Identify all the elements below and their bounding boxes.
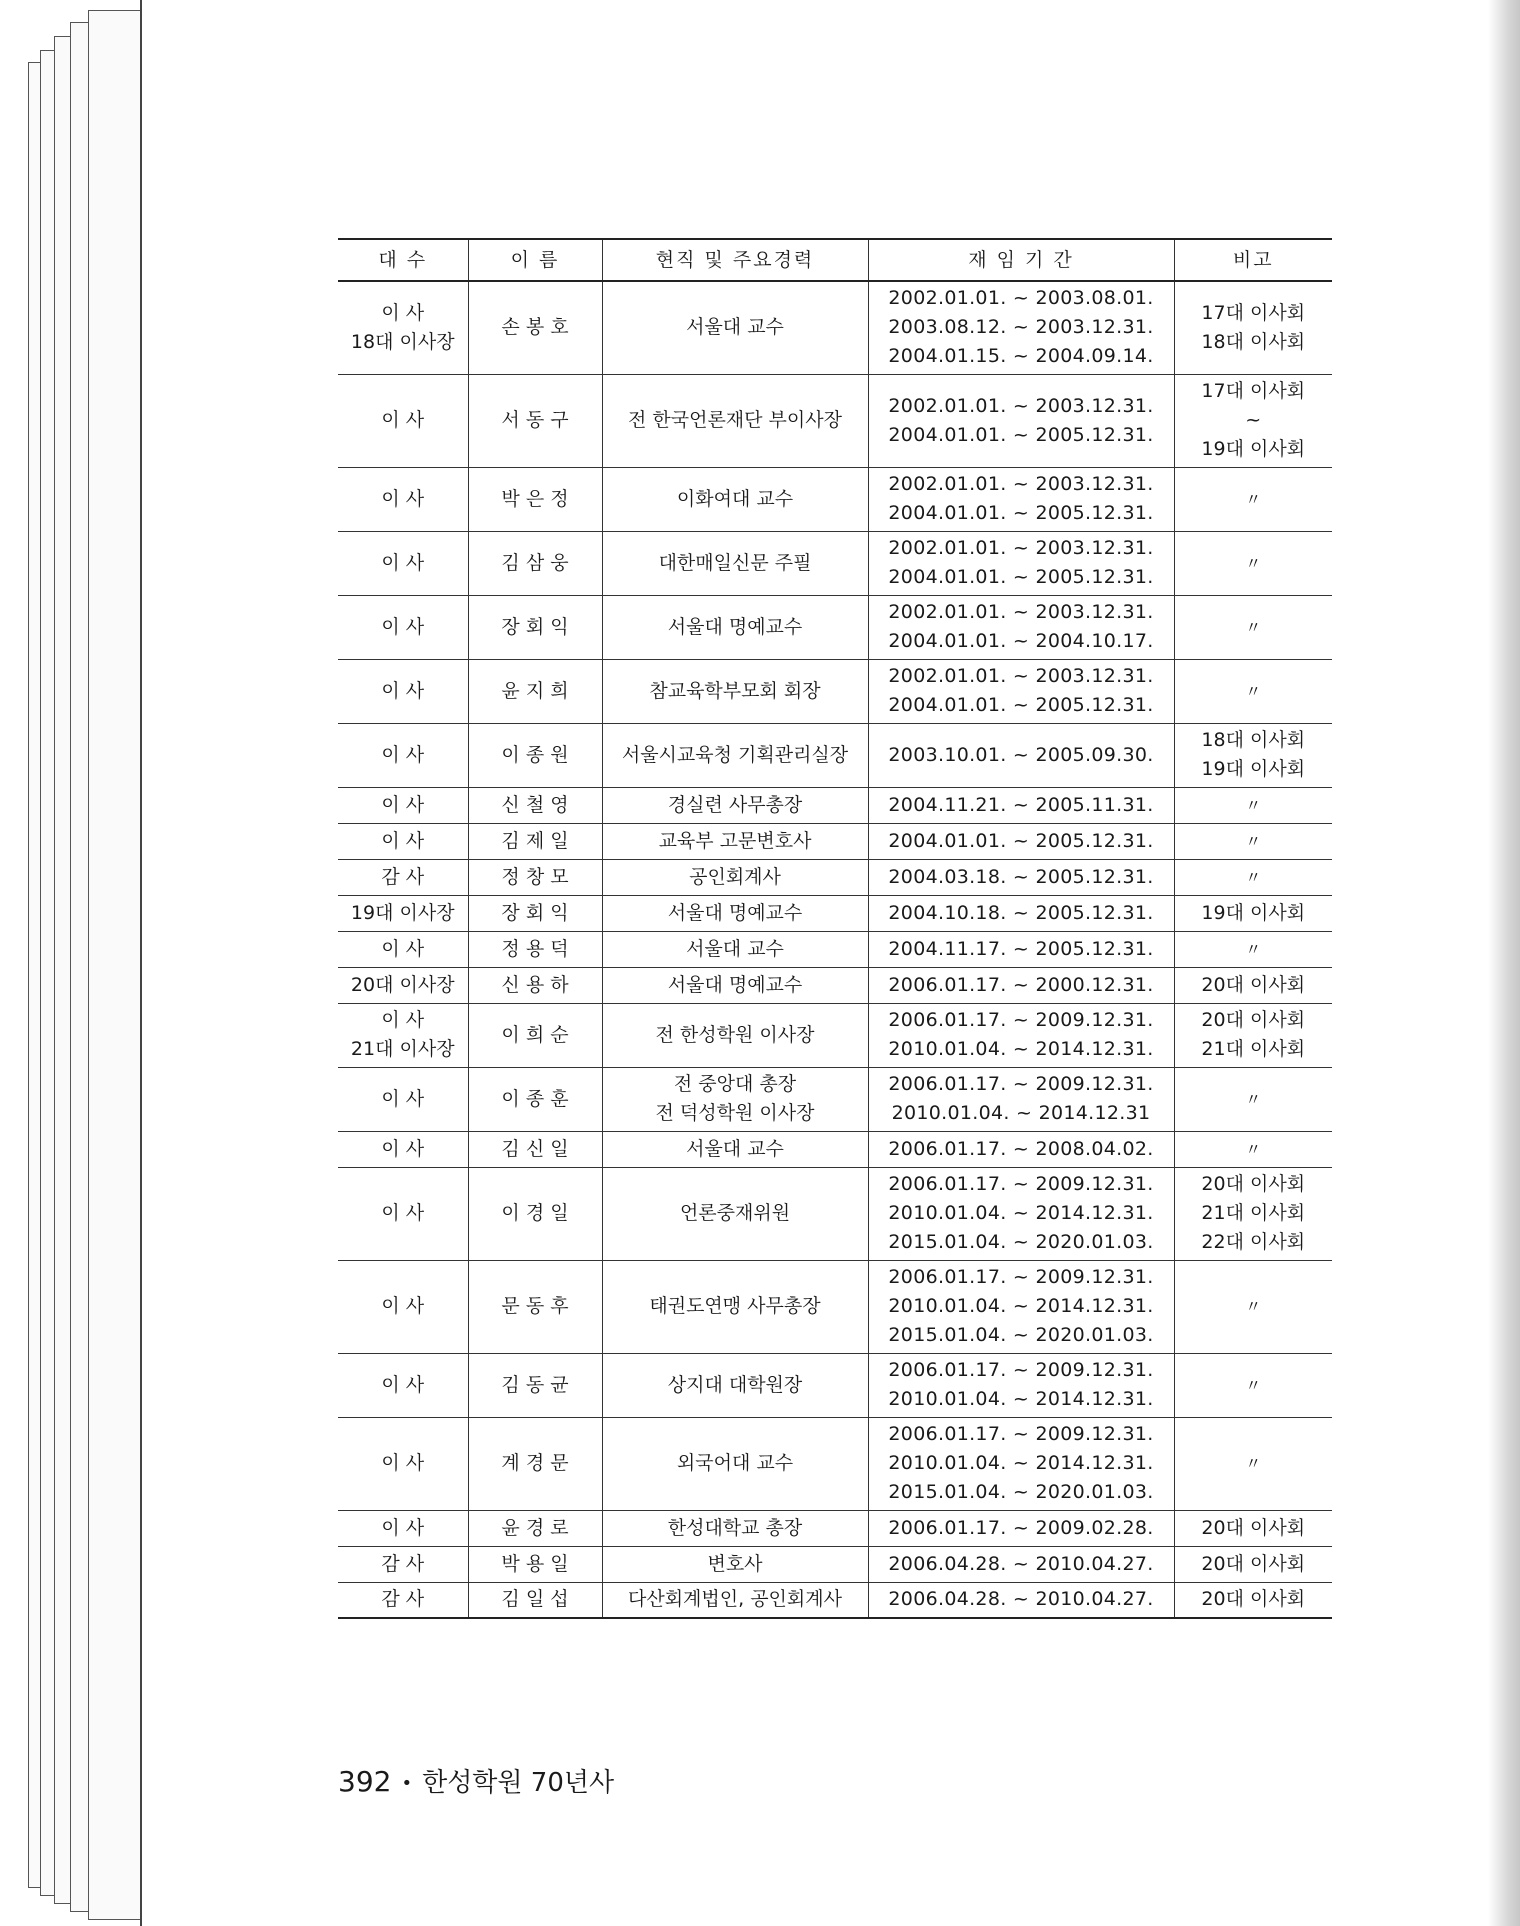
cell-rank-line: 이 사 — [381, 1009, 425, 1031]
cell-rank — [338, 281, 468, 374]
cell-term-line: 2004.01.01. ~ 2005.12.31. — [888, 502, 1154, 524]
page-shadow — [1488, 0, 1520, 1926]
cell-career — [602, 281, 868, 374]
cell-career-line: 참교육학부모회 회장 — [649, 679, 821, 702]
cell-term-line: 2006.01.17. ~ 2008.04.02. — [888, 1137, 1154, 1160]
cell-term — [868, 1131, 1174, 1167]
cell-rank — [338, 467, 468, 531]
cell-term-line: 2015.01.04. ~ 2020.01.03. — [888, 1481, 1154, 1503]
cell-term-line: 2004.11.21. ~ 2005.11.31. — [888, 793, 1154, 816]
cell-name: 장 회 익 — [468, 895, 602, 931]
table-row — [338, 967, 1332, 1003]
cell-term-line: 2010.01.04. ~ 2014.12.31. — [888, 1202, 1154, 1224]
cell-career — [602, 374, 868, 467]
cell-term-line: 2004.10.18. ~ 2005.12.31. — [888, 901, 1154, 924]
cell-rank-line: 이 사 — [381, 937, 425, 960]
cell-rank-line: 이 사 — [381, 1516, 425, 1539]
cell-career — [602, 1582, 868, 1618]
cell-career-line: 변호사 — [707, 1552, 763, 1575]
cell-note-line: 21대 이사회 — [1201, 1202, 1306, 1224]
cell-rank-line: 이 사 — [381, 487, 425, 510]
cell-career-line: 다산회계법인, 공인회계사 — [628, 1588, 842, 1611]
cell-rank — [338, 931, 468, 967]
cell-term-line: 2004.11.17. ~ 2005.12.31. — [888, 937, 1154, 960]
cell-term-line: 2004.01.01. ~ 2005.12.31. — [888, 423, 1154, 446]
cell-rank — [338, 1510, 468, 1546]
cell-term-line: 2003.08.12. ~ 2003.12.31. — [888, 316, 1154, 339]
cell-note — [1174, 659, 1332, 723]
cell-rank-line: 이 사 — [381, 1295, 425, 1317]
cell-note-line: 20대 이사회 — [1201, 1552, 1306, 1575]
cell-career-line: 대한매일신문 주필 — [658, 551, 812, 574]
cell-career-line: 언론중재위원 — [679, 1202, 791, 1224]
cell-term — [868, 967, 1174, 1003]
cell-rank — [338, 595, 468, 659]
cell-term — [868, 859, 1174, 895]
cell-term-line: 2004.01.15. ~ 2004.09.14. — [888, 345, 1154, 368]
cell-note — [1174, 281, 1332, 374]
cell-name: 정 창 모 — [468, 859, 602, 895]
cell-name: 박 은 정 — [468, 467, 602, 531]
cell-term-line: 2006.01.17. ~ 2009.12.31. — [888, 1266, 1154, 1288]
cell-career — [602, 823, 868, 859]
cell-term-line: 2002.01.01. ~ 2003.12.31. — [888, 665, 1154, 687]
cell-note — [1174, 467, 1332, 531]
cell-note — [1174, 595, 1332, 659]
cell-term-line: 2004.01.01. ~ 2005.12.31. — [888, 566, 1154, 588]
cell-note-line: 〃 — [1245, 939, 1262, 959]
cell-term-line: 2006.01.17. ~ 2009.12.31. — [888, 1073, 1154, 1095]
cell-note — [1174, 1546, 1332, 1582]
cell-name: 신 용 하 — [468, 967, 602, 1003]
cell-note-line: 18대 이사회 — [1201, 330, 1306, 353]
cell-term — [868, 1353, 1174, 1417]
cell-note-line: 22대 이사회 — [1201, 1231, 1306, 1253]
board-members-table — [338, 238, 1332, 1619]
header-career: 현직 및 주요경력 — [602, 239, 868, 281]
cell-career — [602, 1417, 868, 1510]
cell-rank-line: 이 사 — [381, 551, 425, 574]
cell-rank-line: 이 사 — [381, 409, 425, 431]
table-row — [338, 1582, 1332, 1618]
cell-note-line: 19대 이사회 — [1201, 901, 1306, 924]
header-note: 비고 — [1174, 239, 1332, 281]
cell-note-line: 20대 이사회 — [1201, 1516, 1306, 1539]
table-row — [338, 723, 1332, 787]
cell-career — [602, 859, 868, 895]
cell-name: 이 희 순 — [468, 1003, 602, 1067]
cell-career-line: 서울대 교수 — [686, 316, 784, 339]
cell-name: 윤 지 희 — [468, 659, 602, 723]
cell-term-line: 2002.01.01. ~ 2003.12.31. — [888, 473, 1154, 495]
cell-note-line: 〃 — [1245, 831, 1262, 851]
cell-term-line: 2002.01.01. ~ 2003.12.31. — [888, 601, 1154, 623]
cell-note-line: 〃 — [1245, 795, 1262, 815]
cell-name: 이 경 일 — [468, 1167, 602, 1260]
cell-rank — [338, 967, 468, 1003]
table-row — [338, 1131, 1332, 1167]
table-row — [338, 374, 1332, 467]
cell-term — [868, 895, 1174, 931]
cell-rank — [338, 1353, 468, 1417]
cell-term — [868, 1510, 1174, 1546]
cell-note-line: 〃 — [1245, 1139, 1262, 1159]
cell-career-line: 전 한국언론재단 부이사장 — [628, 409, 842, 431]
cell-term — [868, 931, 1174, 967]
cell-rank-line: 이 사 — [381, 1087, 425, 1110]
cell-note-line: 〃 — [1245, 553, 1262, 573]
table-row — [338, 931, 1332, 967]
cell-note — [1174, 1417, 1332, 1510]
cell-name: 손 봉 호 — [468, 281, 602, 374]
table-row — [338, 659, 1332, 723]
table-row — [338, 1417, 1332, 1510]
table-row — [338, 1353, 1332, 1417]
cell-note — [1174, 1582, 1332, 1618]
cell-rank-line: 이 사 — [381, 1373, 425, 1396]
cell-career-line: 서울대 명예교수 — [667, 615, 803, 638]
table-row — [338, 859, 1332, 895]
cell-rank-line: 21대 이사장 — [350, 1038, 455, 1060]
cell-career-line: 상지대 대학원장 — [667, 1373, 803, 1396]
cell-name: 이 종 훈 — [468, 1067, 602, 1131]
cell-term — [868, 281, 1174, 374]
cell-rank — [338, 895, 468, 931]
cell-term-line: 2004.01.01. ~ 2004.10.17. — [888, 630, 1154, 652]
cell-career-line: 한성대학교 총장 — [667, 1516, 803, 1539]
cell-note-line: 〃 — [1245, 1297, 1262, 1316]
cell-note-line: ~ — [1245, 409, 1262, 431]
cell-note — [1174, 1353, 1332, 1417]
table-row — [338, 1003, 1332, 1067]
cell-note-line: 19대 이사회 — [1201, 438, 1306, 460]
cell-note — [1174, 1260, 1332, 1353]
cell-term — [868, 467, 1174, 531]
cell-rank — [338, 723, 468, 787]
cell-career-line: 서울대 교수 — [686, 1137, 784, 1160]
cell-rank — [338, 1582, 468, 1618]
cell-term-line: 2004.01.01. ~ 2005.12.31. — [888, 694, 1154, 716]
cell-rank — [338, 374, 468, 467]
cell-career — [602, 1546, 868, 1582]
book-title: 한성학원 70년사 — [422, 1768, 615, 1798]
cell-note-line: 〃 — [1245, 1089, 1262, 1109]
cell-career-line: 서울시교육청 기획관리실장 — [621, 743, 849, 766]
cell-note-line: 18대 이사회 — [1201, 729, 1306, 751]
cell-term-line: 2006.04.28. ~ 2010.04.27. — [888, 1588, 1154, 1611]
cell-term-line: 2004.01.01. ~ 2005.12.31. — [888, 829, 1154, 852]
page-number: 392 — [338, 1765, 392, 1798]
cell-term — [868, 1003, 1174, 1067]
table-row — [338, 595, 1332, 659]
cell-career-line: 전 덕성학원 이사장 — [655, 1102, 815, 1124]
cell-career-line: 교육부 고문변호사 — [658, 829, 812, 852]
cell-name: 정 용 덕 — [468, 931, 602, 967]
cell-career-line: 서울대 명예교수 — [667, 973, 803, 996]
cell-term — [868, 374, 1174, 467]
cell-note-line: 20대 이사회 — [1201, 973, 1306, 996]
cell-career-line: 서울대 교수 — [686, 937, 784, 960]
cell-rank-line: 18대 이사장 — [350, 330, 455, 353]
cell-name: 이 종 원 — [468, 723, 602, 787]
cell-career — [602, 1260, 868, 1353]
cell-note-line: 20대 이사회 — [1201, 1173, 1306, 1195]
cell-note — [1174, 374, 1332, 467]
table-row — [338, 281, 1332, 374]
cell-career — [602, 1353, 868, 1417]
footer-separator: • — [401, 1773, 413, 1794]
cell-term — [868, 823, 1174, 859]
cell-note-line: 20대 이사회 — [1201, 1588, 1306, 1611]
cell-name: 장 회 익 — [468, 595, 602, 659]
cell-term-line: 2006.01.17. ~ 2009.12.31. — [888, 1359, 1154, 1381]
cell-name: 서 동 구 — [468, 374, 602, 467]
cell-career-line: 전 중앙대 총장 — [673, 1073, 797, 1095]
cell-rank — [338, 1546, 468, 1582]
cell-name: 김 일 섭 — [468, 1582, 602, 1618]
cell-term — [868, 1260, 1174, 1353]
cell-term-line: 2006.04.28. ~ 2010.04.27. — [888, 1552, 1154, 1575]
cell-rank-line: 이 사 — [381, 1137, 425, 1160]
cell-term-line: 2010.01.04. ~ 2014.12.31. — [888, 1388, 1154, 1410]
cell-term-line: 2006.01.17. ~ 2009.12.31. — [888, 1173, 1154, 1195]
cell-note — [1174, 967, 1332, 1003]
cell-note — [1174, 859, 1332, 895]
cell-term-line: 2010.01.04. ~ 2014.12.31 — [891, 1102, 1151, 1124]
cell-name: 박 용 일 — [468, 1546, 602, 1582]
page-footer — [338, 1762, 614, 1799]
cell-term — [868, 1417, 1174, 1510]
cell-term — [868, 531, 1174, 595]
cell-term — [868, 787, 1174, 823]
cell-term-line: 2006.01.17. ~ 2000.12.31. — [888, 973, 1154, 996]
cell-career-line: 서울대 명예교수 — [667, 901, 803, 924]
cell-note-line: 〃 — [1245, 617, 1262, 637]
cell-career — [602, 467, 868, 531]
cell-term-line: 2006.01.17. ~ 2009.12.31. — [888, 1423, 1154, 1445]
cell-name: 김 제 일 — [468, 823, 602, 859]
cell-career — [602, 1131, 868, 1167]
cell-rank — [338, 1131, 468, 1167]
cell-note — [1174, 1510, 1332, 1546]
cell-term — [868, 1067, 1174, 1131]
table-body — [338, 281, 1332, 1618]
table-row — [338, 467, 1332, 531]
cell-term-line: 2003.10.01. ~ 2005.09.30. — [888, 743, 1154, 766]
cell-name: 김 신 일 — [468, 1131, 602, 1167]
cell-term — [868, 1546, 1174, 1582]
cell-term-line: 2010.01.04. ~ 2014.12.31. — [888, 1295, 1154, 1317]
cell-career — [602, 1067, 868, 1131]
cell-career — [602, 787, 868, 823]
cell-term-line: 2002.01.01. ~ 2003.12.31. — [888, 394, 1154, 417]
cell-note — [1174, 1003, 1332, 1067]
cell-career-line: 이화여대 교수 — [676, 487, 794, 510]
cell-term-line: 2015.01.04. ~ 2020.01.03. — [888, 1324, 1154, 1346]
cell-career — [602, 931, 868, 967]
cell-rank-line: 감 사 — [381, 865, 425, 888]
cell-term-line: 2004.03.18. ~ 2005.12.31. — [888, 865, 1154, 888]
cell-name: 윤 경 로 — [468, 1510, 602, 1546]
cell-note — [1174, 1131, 1332, 1167]
cell-career-line: 전 한성학원 이사장 — [655, 1023, 815, 1046]
cell-rank — [338, 1167, 468, 1260]
table-row — [338, 1546, 1332, 1582]
cell-term — [868, 659, 1174, 723]
cell-career — [602, 1167, 868, 1260]
cell-term — [868, 595, 1174, 659]
cell-rank-line: 감 사 — [381, 1552, 425, 1575]
table-row — [338, 1510, 1332, 1546]
table-row — [338, 531, 1332, 595]
cell-note — [1174, 895, 1332, 931]
cell-note-line: 〃 — [1245, 681, 1262, 701]
cell-rank-line: 19대 이사장 — [350, 901, 455, 924]
table-row — [338, 823, 1332, 859]
cell-career — [602, 895, 868, 931]
cell-note — [1174, 1067, 1332, 1131]
cell-note — [1174, 531, 1332, 595]
table-row — [338, 787, 1332, 823]
cell-term — [868, 1167, 1174, 1260]
cell-rank-line: 이 사 — [381, 1202, 425, 1224]
page-stack-edges — [0, 0, 150, 1926]
cell-rank — [338, 1003, 468, 1067]
table-row — [338, 1067, 1332, 1131]
cell-note-line: 20대 이사회 — [1201, 1009, 1306, 1031]
cell-term-line: 2002.01.01. ~ 2003.12.31. — [888, 537, 1154, 559]
cell-name: 계 경 문 — [468, 1417, 602, 1510]
cell-note — [1174, 931, 1332, 967]
cell-career-line: 공인회계사 — [689, 865, 781, 888]
table-row — [338, 1260, 1332, 1353]
cell-career — [602, 1003, 868, 1067]
cell-rank — [338, 823, 468, 859]
cell-name: 문 동 후 — [468, 1260, 602, 1353]
cell-term — [868, 1582, 1174, 1618]
cell-rank — [338, 859, 468, 895]
cell-rank-line: 이 사 — [381, 1452, 425, 1474]
table-header-row — [338, 239, 1332, 281]
header-rank: 대 수 — [338, 239, 468, 281]
cell-career — [602, 1510, 868, 1546]
cell-rank-line: 이 사 — [381, 793, 425, 816]
cell-rank-line: 이 사 — [381, 829, 425, 852]
cell-term-line: 2010.01.04. ~ 2014.12.31. — [888, 1452, 1154, 1474]
cell-career — [602, 595, 868, 659]
cell-term-line: 2015.01.04. ~ 2020.01.03. — [888, 1231, 1154, 1253]
cell-career-line: 태권도연맹 사무총장 — [649, 1295, 821, 1317]
cell-note — [1174, 787, 1332, 823]
cell-rank — [338, 531, 468, 595]
cell-note-line: 〃 — [1245, 1454, 1262, 1473]
cell-rank — [338, 787, 468, 823]
cell-rank-line: 20대 이사장 — [350, 973, 455, 996]
cell-career — [602, 659, 868, 723]
cell-term — [868, 723, 1174, 787]
cell-term-line: 2006.01.17. ~ 2009.12.31. — [888, 1009, 1154, 1031]
cell-name: 김 동 균 — [468, 1353, 602, 1417]
cell-rank-line: 이 사 — [381, 615, 425, 638]
header-name: 이 름 — [468, 239, 602, 281]
cell-term-line: 2010.01.04. ~ 2014.12.31. — [888, 1038, 1154, 1060]
cell-note-line: 21대 이사회 — [1201, 1038, 1306, 1060]
cell-note-line: 17대 이사회 — [1201, 380, 1306, 402]
cell-career-line: 경실련 사무총장 — [667, 793, 803, 816]
cell-rank-line: 이 사 — [381, 301, 425, 324]
cell-career — [602, 723, 868, 787]
cell-term-line: 2002.01.01. ~ 2003.08.01. — [888, 287, 1154, 310]
table-row — [338, 1167, 1332, 1260]
cell-rank — [338, 1067, 468, 1131]
cell-note-line: 〃 — [1245, 867, 1262, 887]
cell-rank — [338, 1417, 468, 1510]
cell-term-line: 2006.01.17. ~ 2009.02.28. — [888, 1516, 1154, 1539]
cell-note-line: 〃 — [1245, 489, 1262, 509]
cell-note-line: 17대 이사회 — [1201, 301, 1306, 324]
cell-note-line: 〃 — [1245, 1375, 1262, 1395]
cell-note — [1174, 723, 1332, 787]
header-term: 재 임 기 간 — [868, 239, 1174, 281]
cell-note — [1174, 823, 1332, 859]
cell-note-line: 19대 이사회 — [1201, 758, 1306, 780]
cell-rank — [338, 1260, 468, 1353]
cell-rank — [338, 659, 468, 723]
cell-rank-line: 이 사 — [381, 743, 425, 766]
cell-career — [602, 531, 868, 595]
cell-rank-line: 이 사 — [381, 679, 425, 702]
cell-rank-line: 감 사 — [381, 1588, 425, 1611]
table-row — [338, 895, 1332, 931]
cell-career-line: 외국어대 교수 — [676, 1452, 794, 1474]
cell-career — [602, 967, 868, 1003]
cell-name: 신 철 영 — [468, 787, 602, 823]
cell-note — [1174, 1167, 1332, 1260]
cell-name: 김 삼 웅 — [468, 531, 602, 595]
